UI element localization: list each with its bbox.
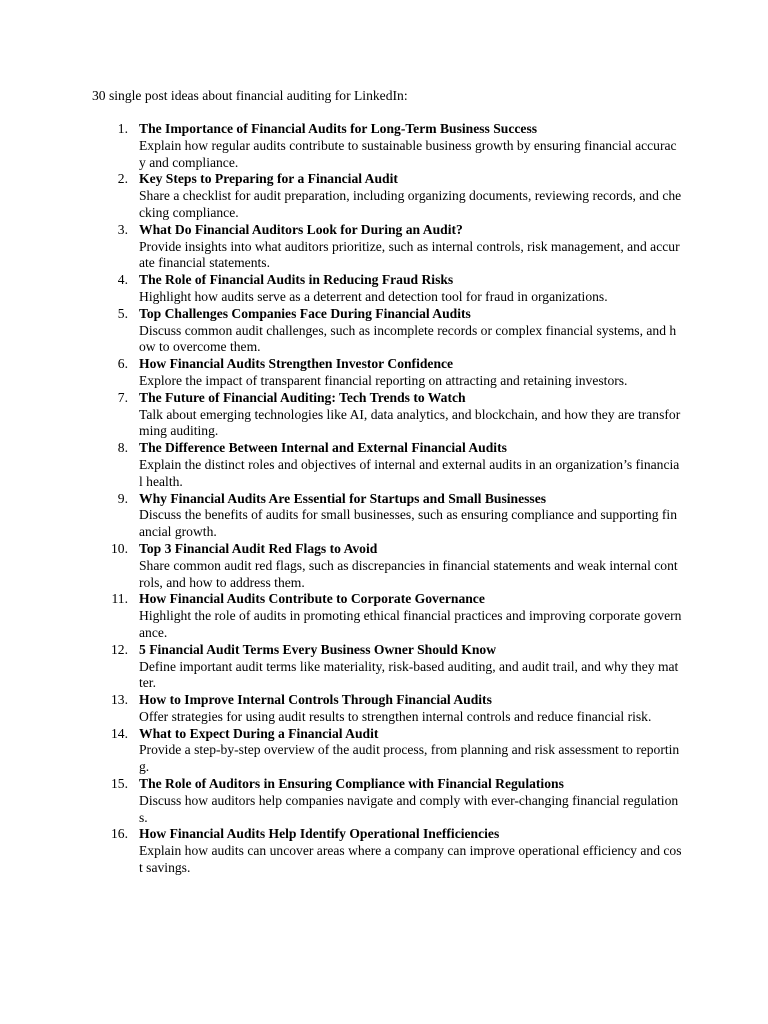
item-title: The Role of Auditors in Ensuring Compliance with Financial Regulations [139, 776, 564, 792]
document-page [92, 87, 682, 877]
list-item [92, 491, 682, 541]
item-number: 4. [117, 272, 128, 288]
item-title: Key Steps to Preparing for a Financial Audit [139, 171, 398, 187]
post-ideas-list [92, 121, 682, 877]
list-item [92, 222, 682, 272]
item-title: The Importance of Financial Audits for Long-Term Business Success [139, 121, 538, 136]
intro-line: 30 single post ideas about financial auditing for LinkedIn: [92, 88, 408, 103]
item-title: 5 Financial Audit Terms Every Business Owner Should Know [139, 641, 497, 657]
list-item [92, 272, 682, 306]
item-description: Highlight how audits serve as a deterrent and detection tool for fraud in organizations. [139, 288, 608, 304]
item-title: Why Financial Audits Are Essential for Startups and Small Businesses [139, 490, 547, 506]
list-item [92, 591, 682, 641]
item-title: The Future of Financial Auditing: Tech Trends to Watch [139, 389, 466, 405]
item-description: Highlight the role of audits in promoting ethical financial practices and improving corporate governance. [139, 608, 682, 640]
list-item [92, 440, 682, 490]
item-description: Discuss common audit challenges, such as incomplete records or complex financial systems, and how to overcome them. [139, 322, 677, 355]
item-description: Share common audit red flags, such as discrepancies in financial statements and weak internal controls, and how to address them. [139, 557, 678, 590]
item-title: How Financial Audits Help Identify Operational Inefficiencies [139, 826, 500, 842]
item-number: 11. [111, 591, 128, 607]
list-item [92, 171, 682, 221]
item-title: Top 3 Financial Audit Red Flags to Avoid [139, 540, 378, 556]
item-title: The Difference Between Internal and External Financial Audits [139, 440, 507, 456]
item-number: 15. [111, 776, 128, 792]
item-title: What Do Financial Auditors Look for During an Audit? [139, 221, 463, 237]
item-title: The Role of Financial Audits in Reducing Fraud Risks [139, 272, 454, 288]
item-description: Define important audit terms like materiality, risk-based auditing, and audit trail, and why they matter. [139, 658, 679, 691]
item-number: 3. [117, 221, 128, 237]
list-item [92, 306, 682, 356]
item-title: How Financial Audits Strengthen Investor Confidence [139, 356, 454, 372]
item-title: Top Challenges Companies Face During Financial Audits [139, 305, 471, 321]
item-description: Explain the distinct roles and objectives of internal and external audits in an organization’s financial health. [139, 456, 680, 489]
item-title: How to Improve Internal Controls Through Financial Audits [139, 692, 492, 708]
item-number: 2. [117, 171, 128, 187]
list-item [92, 642, 682, 692]
item-title: How Financial Audits Contribute to Corporate Governance [139, 591, 485, 607]
list-item [92, 121, 682, 171]
item-number: 12. [111, 641, 128, 657]
list-item [92, 692, 682, 726]
item-description: Provide a step-by-step overview of the audit process, from planning and risk assessment to reporting. [139, 742, 680, 775]
list-item [92, 390, 682, 440]
item-description: Talk about emerging technologies like AI, data analytics, and blockchain, and how they are transforming auditing. [139, 406, 681, 439]
list-item [92, 356, 682, 390]
item-number: 8. [117, 440, 128, 456]
item-description: Explore the impact of transparent financial reporting on attracting and retaining investors. [139, 372, 628, 388]
list-item [92, 541, 682, 591]
item-description: Discuss the benefits of audits for small businesses, such as ensuring compliance and supporting financial growth. [139, 507, 677, 540]
item-description: Discuss how auditors help companies navigate and comply with ever-changing financial regulations. [139, 792, 679, 825]
item-number: 13. [111, 692, 128, 708]
item-number: 16. [111, 826, 128, 842]
item-number: 5. [117, 305, 128, 321]
list-item [92, 826, 682, 876]
item-description: Offer strategies for using audit results to strengthen internal controls and reduce financial risk. [139, 708, 652, 724]
item-number: 6. [117, 356, 128, 372]
item-description: Explain how audits can uncover areas where a company can improve operational efficiency and cost savings. [139, 843, 682, 876]
item-number: 9. [117, 490, 128, 506]
item-description: Share a checklist for audit preparation, including organizing documents, reviewing records, and checking compliance. [139, 188, 682, 220]
item-description: Explain how regular audits contribute to sustainable business growth by ensuring financial accuracy and compliance. [139, 137, 677, 170]
item-number: 7. [117, 389, 128, 405]
list-item [92, 776, 682, 826]
item-number: 10. [111, 540, 128, 556]
item-title: What to Expect During a Financial Audit [139, 725, 379, 741]
item-number: 14. [111, 725, 128, 741]
list-item [92, 726, 682, 776]
item-description: Provide insights into what auditors prioritize, such as internal controls, risk management, and accurate financial statements. [139, 238, 680, 271]
item-number: 1. [117, 121, 128, 136]
